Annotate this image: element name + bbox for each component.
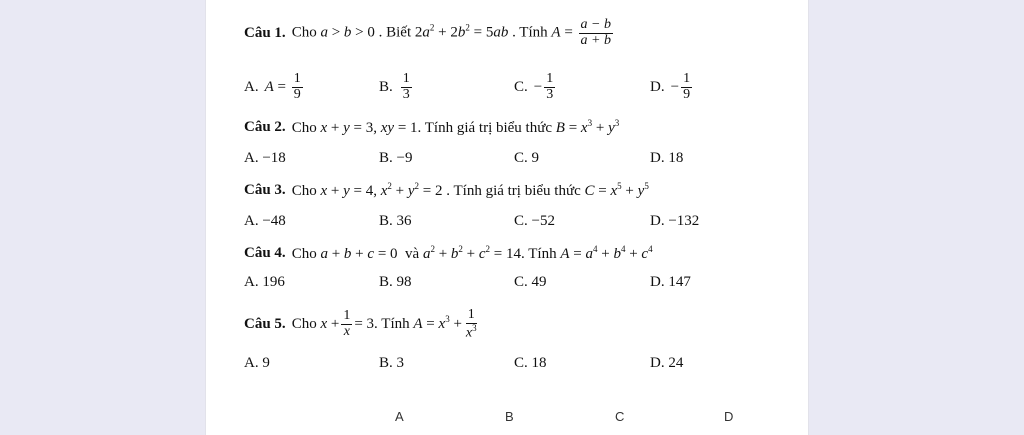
document-page — [205, 0, 809, 435]
answer-choice-b[interactable]: B — [505, 409, 514, 424]
q2-option-b[interactable]: B. −9 — [379, 150, 413, 166]
q2-option-c[interactable]: C. 9 — [514, 150, 540, 166]
question-5-options — [244, 355, 784, 377]
answer-choice-a[interactable]: A — [395, 409, 404, 424]
question-2-options — [244, 150, 784, 172]
question-4-label: Câu 4. — [244, 245, 286, 261]
q1-option-c[interactable]: C. − $\frac{1}{3}$ — [514, 71, 554, 102]
question-5-text: Cho x + $\frac{1}{x}$ = 3. Tính $A = x^3$ + $\frac{1}{x^3}$ — [291, 307, 477, 341]
question-2 — [244, 118, 619, 137]
answer-choice-d[interactable]: D — [724, 409, 734, 424]
question-1-label: Câu 1. — [244, 24, 286, 41]
question-1 — [244, 18, 615, 48]
q1-option-b[interactable]: B. $\frac{1}{3}$ — [379, 71, 410, 102]
q5-option-a[interactable]: A. 9 — [244, 355, 270, 371]
q3-option-a[interactable]: A. −48 — [244, 213, 286, 229]
question-4-options — [244, 274, 784, 296]
question-4 — [244, 244, 653, 263]
q2-option-d[interactable]: D. 18 — [650, 150, 684, 166]
q3-option-c[interactable]: C. −52 — [514, 213, 555, 229]
q3-option-b[interactable]: B. 36 — [379, 213, 412, 229]
q5-option-b[interactable]: B. 3 — [379, 355, 405, 371]
question-5 — [244, 308, 481, 341]
q4-option-d[interactable]: D. 147 — [650, 274, 691, 290]
q3-option-d[interactable]: D. −132 — [650, 213, 700, 229]
question-3-text: Cho x + y = 4, $x^2 + y^2 = 2$ . Tính giá trị biểu thức $C = x^5 + y^5$ — [291, 181, 649, 199]
q2-option-a[interactable]: A. −18 — [244, 150, 286, 166]
answer-choice-c[interactable]: C — [615, 409, 625, 424]
q1-option-a[interactable]: A. A = $\frac{1}{9}$ — [244, 71, 301, 102]
question-4-text: Cho a + b + c = 0 và $a^2 + b^2 + c^2 = 14$. Tính $A = a^4 + b^4 + c^4$ — [291, 244, 653, 262]
q5-option-c[interactable]: C. 18 — [514, 355, 547, 371]
q5-option-d[interactable]: D. 24 — [650, 355, 684, 371]
question-5-label: Câu 5. — [244, 316, 286, 333]
question-2-label: Câu 2. — [244, 119, 286, 135]
q1-option-d[interactable]: D. − $\frac{1}{9}$ — [650, 71, 691, 102]
q4-option-c[interactable]: C. 49 — [514, 274, 547, 290]
question-3-label: Câu 3. — [244, 182, 286, 198]
q4-option-b[interactable]: B. 98 — [379, 274, 412, 290]
q4-option-a[interactable]: A. 196 — [244, 274, 285, 290]
question-3-options — [244, 213, 784, 235]
question-2-text: Cho x + y = 3, xy = 1. Tính giá trị biểu thức $B = x^3 + y^3$ — [291, 118, 620, 136]
question-1-options — [244, 71, 784, 102]
question-3 — [244, 181, 649, 200]
question-1-text: Cho a > b > 0 . Biết $2a^2 + 2b^2 = 5ab$ . Tính A = $\frac{a - b}{a + b}$ — [291, 17, 611, 48]
